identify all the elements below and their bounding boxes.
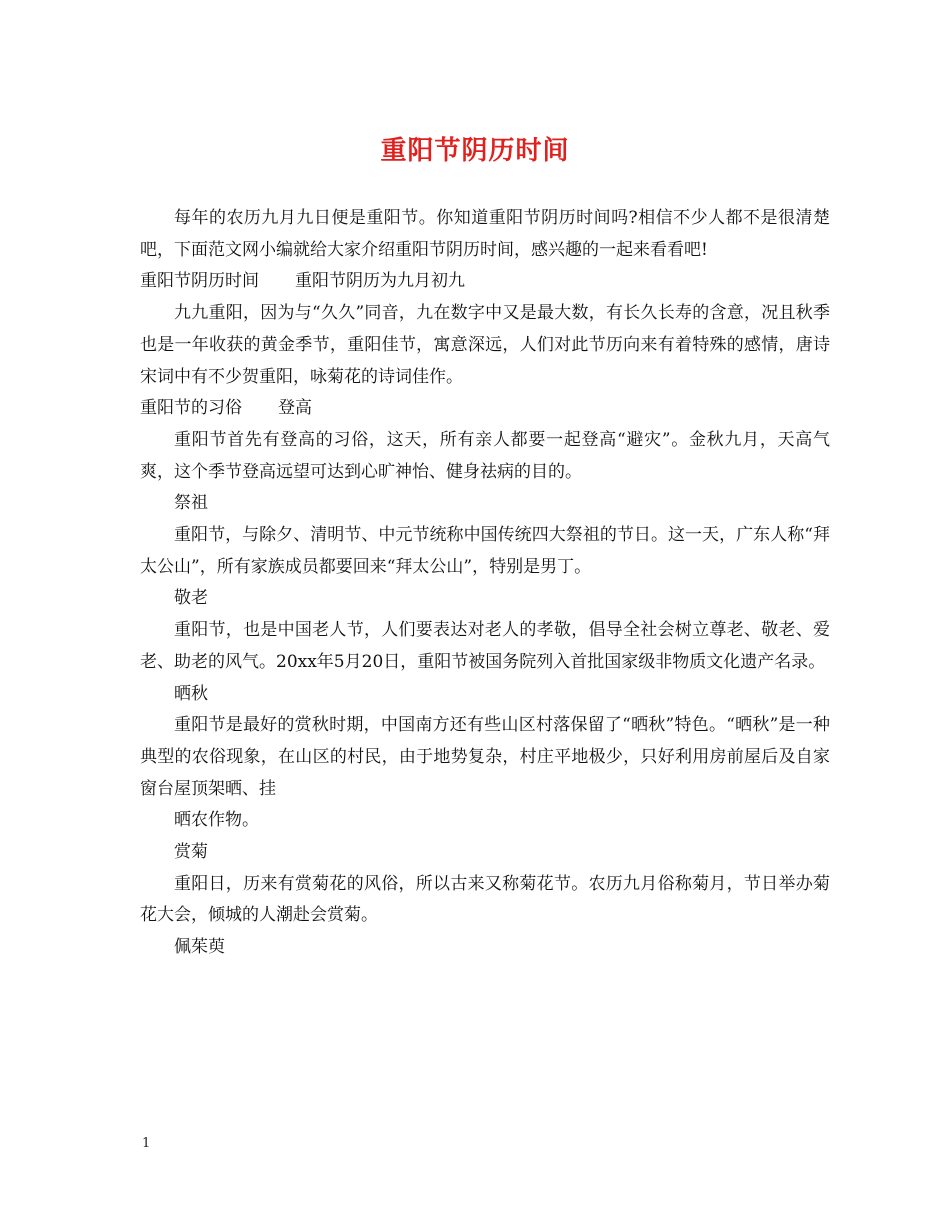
intro-paragraph: 每年的农历九月九日便是重阳节。你知道重阳节阴历时间吗?相信不少人都不是很清楚吧，下面范文网小编就给大家介绍重阳节阴历时间，感兴趣的一起来看看吧! [140, 208, 830, 260]
document-body [140, 203, 830, 964]
shaiqiu-paragraph-end: 晒农作物。 [174, 810, 259, 831]
document-title: 重阳节阴历时间 [380, 136, 570, 166]
denggao-paragraph: 重阳节首先有登高的习俗，这天，所有亲人都要一起登高“避灾”。金秋九月，天高气爽，这个季节登高远望可达到心旷神怡、健身祛病的目的。 [140, 429, 830, 482]
section-heading-customs [140, 393, 830, 425]
subheading-denggao: 登高 [278, 398, 312, 419]
shangju-paragraph: 重阳日，历来有赏菊花的风俗，所以古来又称菊花节。农历九月俗称菊月，节日举办菊花大会，倾城的人潮赴会赏菊。 [140, 873, 830, 926]
subheading-jinglao: 敬老 [174, 588, 208, 609]
subheading-shangju: 赏菊 [174, 842, 208, 863]
shaiqiu-paragraph: 重阳节是最好的赏秋时期，中国南方还有些山区村落保留了“晒秋”特色。“晒秋”是一种典型的农俗现象，在山区的村民，由于地势复杂，村庄平地极少，只好利用房前屋后及自家窗台屋顶架晒、挂 [140, 715, 830, 799]
jizu-paragraph: 重阳节，与除夕、清明节、中元节统称中国传统四大祭祖的节日。这一天，广东人称“拜太公山”，所有家族成员都要回来“拜太公山”，特别是男丁。 [140, 525, 830, 577]
meaning-paragraph: 九九重阳，因为与“久久”同音，九在数字中又是最大数，有长久长寿的含意，况且秋季也是一年收获的黄金季节，重阳佳节，寓意深远，人们对此节历向来有着特殊的感情，唐诗宋词中有不少贺重阳，咏菊花的诗词佳作。 [140, 303, 830, 387]
heading-value: 重阳节阴历为九月初九 [295, 271, 465, 292]
jinglao-paragraph: 重阳节，也是中国老人节，人们要表达对老人的孝敬，倡导全社会树立尊老、敬老、爱老、助老的风气。20xx年5月20日，重阳节被国务院列入首批国家级非物质文化遗产名录。 [140, 620, 830, 672]
heading-label: 重阳节的习俗 [140, 398, 242, 419]
subheading-jizu: 祭祖 [174, 493, 208, 514]
subheading-shaiqiu: 晒秋 [174, 683, 208, 704]
heading-label: 重阳节阴历时间 [140, 271, 259, 292]
section-heading-lunar-date [140, 266, 830, 298]
subheading-zhuyu: 佩茱萸 [174, 937, 225, 958]
page-number: 1 [142, 1136, 151, 1151]
